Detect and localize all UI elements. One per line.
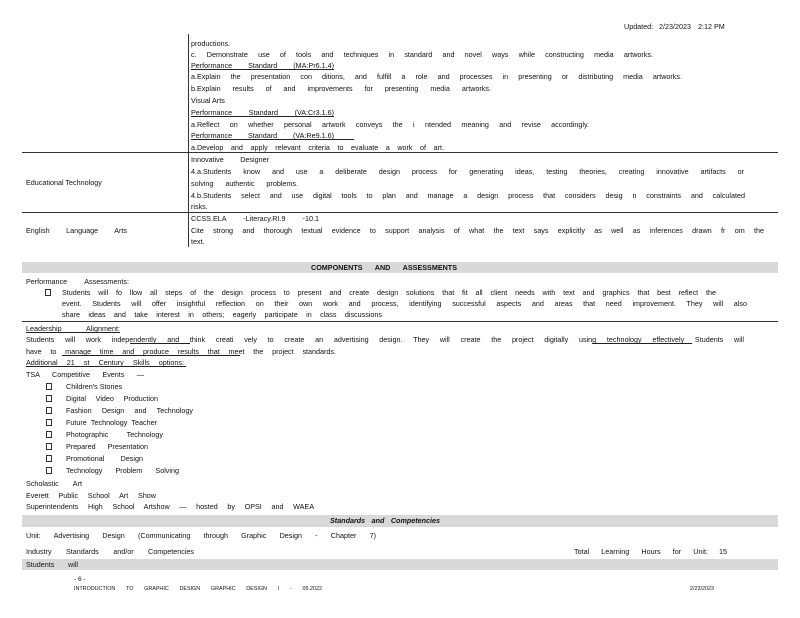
cell1-line-2: Performance Standard (MA:Pr6.1.4) (191, 61, 334, 70)
cell1-line-4: b.Explain results of and improvements for presenting media artworks. (191, 84, 491, 93)
cell1-line-6: Performance Standard (VA:Cr3.1.6) (191, 108, 334, 117)
everett-art-show: Everett Public School Art Show (26, 491, 156, 500)
cell1-line-3: a.Explain the presentation con ditions, and fulfill a role and processes in presenting or distributing media artworks. (191, 72, 682, 81)
tsa-event-0: Children's Stories (66, 382, 123, 391)
assessment-line-0: Students will fo llow all steps of the design process to present and create design solutions that fit all client needs with text and graphics that best reflect the (62, 288, 716, 297)
cell1-underline-8 (191, 139, 354, 140)
tsa-event-3: Future Technology Teacher (66, 418, 157, 427)
cell1-line-8: Performance Standard (VA:Re9.1.6) (191, 131, 334, 140)
event-bullet-icon (46, 395, 52, 402)
industry-standards-label: Industry Standards and/or Competencies (26, 547, 194, 556)
event-bullet-icon (46, 443, 52, 450)
updated-date: 2/23/2023 (659, 22, 691, 31)
tsa-event-6: Promotional Design (66, 454, 143, 463)
tsa-event-4: Photographic Technology (66, 430, 163, 439)
table-rule-1 (22, 152, 778, 153)
leadership-line-2: have to manage time and produce results that meet the project standards. (26, 347, 336, 356)
event-bullet-icon (46, 419, 52, 426)
leadership-line-1: Students will work independently and think creati vely to create an advertising design. They will create the project digitally using technology effectively Students will (26, 335, 744, 344)
tsa-event-7: Technology Problem Solving (66, 466, 179, 475)
event-bullet-icon (46, 407, 52, 414)
components-title: COMPONENTS AND ASSESSMENTS (311, 263, 457, 272)
footer-course: INTRODUCTION TO GRAPHIC DESIGN GRAPHIC DESIGN I - 05.2022 (74, 586, 322, 592)
superintendents-artshow: Superintendents High School Artshow — hosted by OPSI and WAEA (26, 502, 314, 511)
table-rule-2 (22, 212, 778, 213)
assessments-heading: Performance Assessments: (26, 277, 129, 286)
cell1-line-1: c. Demonstrate use of tools and techniques in standard and novel ways while constructing media artworks. (191, 50, 653, 59)
table-divider-bottom (188, 212, 189, 247)
tsa-event-1: Digital Video Production (66, 394, 158, 403)
edtech-line-0: Innovative Designer (191, 155, 269, 164)
leadership-rule (22, 321, 778, 322)
ela-line-2: text. (191, 237, 205, 246)
additional-skills: Additional 21 st Century Skills options: (26, 358, 184, 367)
edtech-line-4: risks. (191, 202, 208, 211)
event-bullet-icon (46, 455, 52, 462)
cell1-line-0: productions. (191, 39, 231, 48)
leadership-underline-c (62, 355, 240, 356)
assessment-line-1: event. Students will offer insightful reflection on their own work and process, identifying successful aspects and areas that need improvement. They will also (62, 299, 747, 308)
additional-underline (26, 366, 186, 367)
edtech-line-1: 4.a.Students know and use a deliberate design process for generating ideas, testing theories, creating innovative artifacts or (191, 167, 744, 176)
ela-line-1: Cite strong and thorough textual evidence to support analysis of what the text says explicitly as well as inferences drawn fr om the (191, 226, 764, 235)
cell1-line-9: a.Develop and apply relevant criteria to evaluate a work of art. (191, 143, 444, 152)
cell1-line-5: Visual Arts (191, 96, 225, 105)
table-divider-mid (188, 152, 189, 212)
leadership-underline-b (592, 343, 692, 344)
leadership-underline (26, 332, 120, 333)
edtech-line-2: solving authentic problems. (191, 179, 298, 188)
standards-title: Standards and Competencies (330, 516, 440, 525)
cell1-underline-2 (191, 69, 334, 70)
students-will-band (22, 559, 778, 570)
tsa-heading: TSA Competitive Events — (26, 370, 144, 379)
assessment-line-2: share ideas and take interest in others; eagerly participate in class discussions (62, 310, 382, 319)
row-edtech-label: Educational Technology (26, 178, 102, 187)
ela-line-0: CCSS.ELA -Literacy.RI.9 -10.1 (191, 214, 319, 223)
table-divider-top (188, 34, 189, 153)
footer-date: 2/23/2023 (690, 586, 714, 592)
footer-page-number: - 6 - (74, 576, 86, 583)
tsa-event-2: Fashion Design and Technology (66, 406, 193, 415)
assessment-bullet-icon (45, 289, 51, 296)
updated-time: 2:12 PM (698, 22, 725, 31)
event-bullet-icon (46, 383, 52, 390)
row-ela-label: English Language Arts (26, 226, 127, 235)
scholastic-art: Scholastic Art (26, 479, 82, 488)
tsa-event-5: Prepared Presentation (66, 442, 148, 451)
event-bullet-icon (46, 467, 52, 474)
cell1-underline-6 (191, 116, 334, 117)
leadership-underline-a (130, 343, 190, 344)
total-hours-value: 15 (719, 547, 727, 556)
total-hours-label: Total Learning Hours for Unit: (574, 547, 708, 556)
updated-label: Updated: (624, 22, 654, 31)
students-will-label: Students will (26, 560, 78, 569)
edtech-line-3: 4.b.Students select and use digital tools to plan and manage a design process that considers desig n constraints and calculated (191, 191, 745, 200)
event-bullet-icon (46, 431, 52, 438)
unit-line: Unit: Advertising Design (Communicating through Graphic Design - Chapter 7) (26, 531, 376, 540)
leadership-heading: Leadership Alignment: (26, 324, 120, 333)
cell1-line-7: a.Reflect on whether personal artwork conveys the i ntended meaning and revise accordingly. (191, 120, 589, 129)
